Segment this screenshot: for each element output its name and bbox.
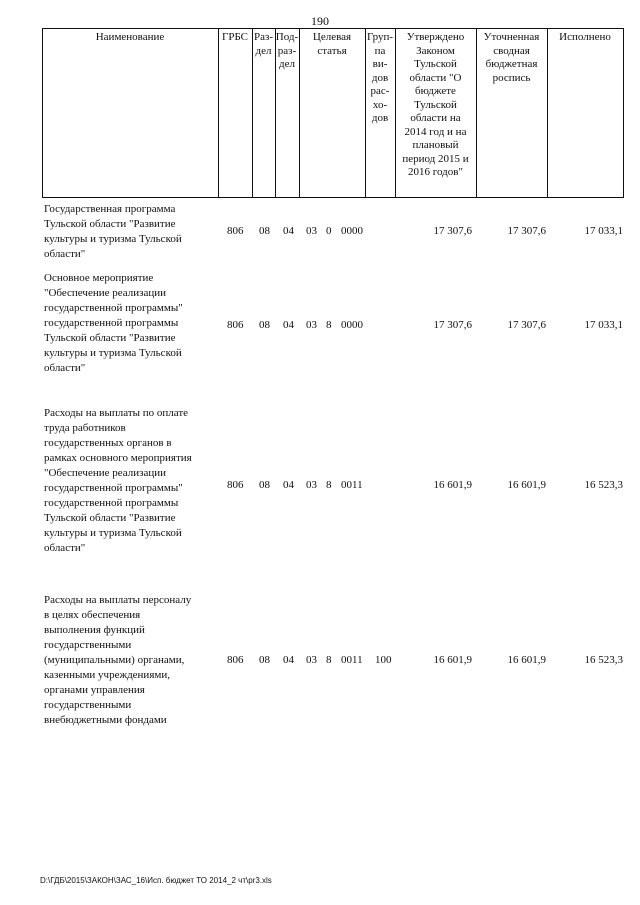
row-executed: 16 523,3 [584, 654, 623, 666]
row-grbs: 806 [227, 319, 244, 331]
file-path-footer: D:\ГДБ\2015\ЗАКОН\ЗАС_16\Исп. бюджет ТО 2014_2 чт\pr3.xls [40, 876, 272, 885]
row-target-program: 03 [306, 479, 317, 491]
header-refined: Уточненная сводная бюджетная роспись [483, 31, 540, 84]
row-approved: 17 307,6 [433, 319, 472, 331]
row-grbs: 806 [227, 654, 244, 666]
row-target-subprogram: 8 [326, 319, 332, 331]
row-target-code: 0011 [341, 654, 363, 666]
row-podrazdel: 04 [283, 225, 294, 237]
header-podrazdel: Под- раз- дел [275, 31, 299, 70]
header-group: Груп- па ви- дов рас- хо- дов [366, 31, 394, 124]
row-refined: 16 601,9 [507, 479, 546, 491]
row-approved: 17 307,6 [433, 225, 472, 237]
row-name: Основное мероприятие "Обеспечение реализации государственной программы" государственной программы Тульской области "Развитие культуры и туризма Тульской области" [44, 272, 183, 374]
row-target-subprogram: 8 [326, 479, 332, 491]
row-approved: 16 601,9 [433, 479, 472, 491]
table-header [42, 28, 624, 198]
column-divider [547, 28, 548, 198]
row-target-code: 0000 [341, 319, 363, 331]
row-razdel: 08 [259, 319, 270, 331]
row-razdel: 08 [259, 654, 270, 666]
row-podrazdel: 04 [283, 319, 294, 331]
row-name: Государственная программа Тульской области "Развитие культуры и туризма Тульской области" [44, 203, 182, 260]
row-target-program: 03 [306, 654, 317, 666]
row-podrazdel: 04 [283, 479, 294, 491]
page-number: 190 [311, 14, 329, 28]
header-grbs: ГРБС [221, 31, 249, 43]
row-executed: 17 033,1 [584, 225, 623, 237]
header-approved: Утверждено Законом Тульской области "О бюджете Тульской области на 2014 год и на плановый период 2015 и 2016 годов" [402, 31, 469, 178]
row-executed: 16 523,3 [584, 479, 623, 491]
row-podrazdel: 04 [283, 654, 294, 666]
row-refined: 17 307,6 [507, 319, 546, 331]
row-target-subprogram: 8 [326, 654, 332, 666]
header-razdel: Раз- дел [253, 31, 273, 57]
row-target-program: 03 [306, 225, 317, 237]
row-grbs: 806 [227, 225, 244, 237]
row-razdel: 08 [259, 225, 270, 237]
row-refined: 16 601,9 [507, 654, 546, 666]
row-razdel: 08 [259, 479, 270, 491]
row-grbs: 806 [227, 479, 244, 491]
header-top-border [42, 28, 624, 29]
row-target-code: 0011 [341, 479, 363, 491]
row-target-subprogram: 0 [326, 225, 332, 237]
row-approved: 16 601,9 [433, 654, 472, 666]
row-target-code: 0000 [341, 225, 363, 237]
row-name: Расходы на выплаты по оплате труда работников государственных органов в рамках основного мероприятия "Обеспечение реализации государственной программы" государственной программы Тульской области "Развитие культуры и туризма Тульской области" [44, 407, 192, 554]
column-divider [218, 28, 219, 198]
row-target-program: 03 [306, 319, 317, 331]
column-divider [42, 28, 43, 198]
header-name: Наименование [95, 31, 165, 43]
header-bottom-border [42, 197, 624, 198]
column-divider [623, 28, 624, 198]
row-refined: 17 307,6 [507, 225, 546, 237]
row-name: Расходы на выплаты персоналу в целях обеспечения выполнения функций государственными (муниципальными) органами, казенными учреждениями, органами управления государственными внебюджетными фондами [44, 594, 192, 726]
header-target: Целевая статья [312, 31, 352, 57]
row-group: 100 [375, 654, 392, 666]
row-executed: 17 033,1 [584, 319, 623, 331]
header-executed: Исполнено [559, 31, 611, 43]
